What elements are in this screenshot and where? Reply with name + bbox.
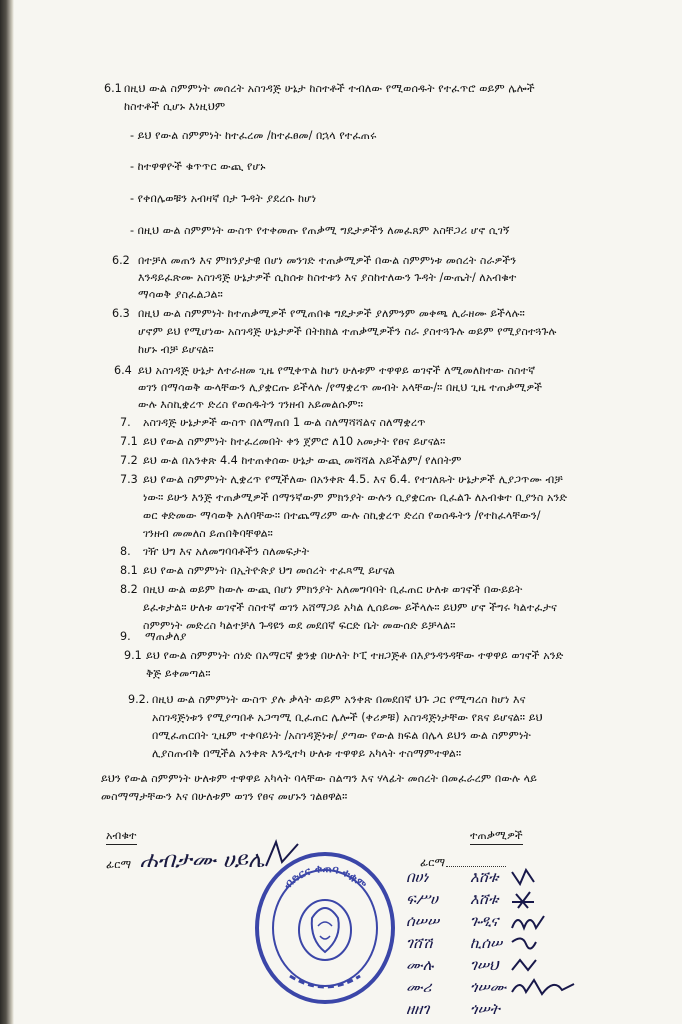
right-party-title: ተጠቃሚዎች — [470, 829, 523, 845]
clause-number-8-2: 8.2 — [120, 583, 138, 596]
clause-8-2-line-3: ስምምነት መድረስ ካልተቻለ ጉዳዩን ወደ መደበኛ ፍርድ ቤት መውሰድ ይቻላል። — [143, 619, 456, 632]
clause-7-3-line-2: ነው። ይሁን እንጅ ተጠቃሚዎች በማንኛውም ምክንያት ውሉን ሲያቋርጡ ቢፈልጉ ለአብቁተ ቢያንስ አንድ — [143, 491, 568, 504]
clause-6-1-line-1: በዚህ ውል ስምምነት መሰረት አስገዳጅ ሁኔታ ከስተቶች ተብለው የሚወሰዱት የተፈጥሮ ወይም ሌሎች — [124, 82, 535, 95]
clause-6-2-line-1: በተቻለ መጠን እና ምክንያታዊ በሆነ መንገድ ተጠቃሚዎች በውል ስምምነቱ መሰረት ስራዎችን — [138, 254, 517, 267]
clause-9-1-line-2: ቅጅ ይቀመጣል። — [146, 667, 211, 680]
section-8-heading: ገዥ ህግ እና አለመግባባቶችን ስለመፍታት — [143, 545, 310, 558]
signature-mark-icon — [508, 910, 548, 932]
section-number-7: 7. — [120, 416, 131, 429]
signer-last-name: ጎሠት — [470, 1000, 500, 1018]
clause-8-1-text: ይህ የውል ስምምነት በኢትዮጵያ ህግ መሰረት ተፈጻሚ ይሆናል — [143, 564, 396, 577]
clause-6-4-line-1: ይህ አስገዳጅ ሁኔታ ለተራዘመ ጊዜ የሚቀጥል ከሆነ ሁለቱም ተዋዋይ ወገኖች ለሚመለከተው ስስተኛ — [138, 364, 536, 377]
bullet-item: - በዚህ ውል ስምምነት ውስጥ የተቀመጡ የጠቃሚ ግዴታዎችን ለመፈጸም አስቸጋሪ ሆኖ ሲገኝ — [130, 224, 510, 237]
official-stamp-icon — [250, 848, 400, 1008]
section-number-9: 9. — [120, 630, 131, 643]
signer-last-name: እሸቱ — [470, 868, 499, 886]
clause-7-3-line-1: ይህ የውል ስምምነት ሊቋረጥ የሚችለው በአንቀጽ 4.5. እና 6.4. የተገለጹት ሁኔታዎች ሊያጋጥሙ ብቻ — [143, 473, 563, 486]
signer-row — [398, 956, 678, 978]
clause-6-1-line-2: ከስተቶች ሲሆኑ እነዚህም — [124, 100, 226, 113]
clause-9-1-line-1: ይህ የውል ስምምነት ሰነድ በአማርኛ ቋንቋ በሁለት ኮፒ ተዘጋጅቶ በእያንዳንዳቸው ተዋዋይ ወገኖች አንድ — [146, 649, 564, 662]
clause-7-1-text: ይህ የውል ስምምነት ከተፈረመበት ቀን ጀምሮ ለ10 አመታት የፀና ይሆናል። — [143, 435, 446, 448]
section-9-heading: ማጠቃለያ — [145, 630, 187, 643]
signer-first-name: ፍሥሀ — [406, 890, 438, 908]
section-7-heading: አስገዳጅ ሁኔታዎች ውስጥ በለማጠበ 1 ውል ስለማሻሻልና ስለማቋረጥ — [143, 416, 426, 429]
signer-first-name: በሀነ — [406, 868, 429, 886]
clause-number-9-2: 9.2. — [128, 693, 150, 706]
right-sign-label: ፊርማ — [420, 856, 446, 869]
clause-number-6-1: 6.1 — [104, 82, 122, 95]
clause-number-6-2: 6.2 — [112, 254, 130, 267]
signer-first-name: ሙሉ — [406, 956, 434, 974]
clause-6-2-line-2: እንዳይፈጽሙ አስገዳጅ ሁኔታዎች ሲከሰቱ ከስተቱን እና ያስከተለውን ጉዳት /ውጤት/ ለአብቁተ — [138, 271, 517, 284]
clause-number-8-1: 8.1 — [120, 564, 138, 577]
left-sign-label: ፊርማ — [106, 858, 132, 871]
signer-first-name: ሰሠሠ — [406, 912, 440, 930]
signer-row — [398, 912, 678, 934]
svg-text:ብድርና ቁጠባ ተቋም: ብድርና ቁጠባ ተቋም — [280, 861, 369, 892]
bullet-item: - ይህ የውል ስምምነት ከተፈረመ /ከተፈፀመ/ በኋላ የተፈጠሩ — [130, 129, 377, 142]
clause-9-2-line-4: ሊያስጠብቅ በሚችል አንቀጽ እንዲተካ ሁለቱ ተዋዋይ አካላት ተስማምተዋል። — [152, 747, 462, 760]
clause-number-9-1: 9.1 — [124, 649, 142, 662]
clause-6-3-line-2: ሆኖም ይህ የሚሆነው አስገዳጅ ሁኔታዎች በትክክል ተጠቃሚዎችን ስራ ያስተጓጉሉ ወይም የሚያስተጓጉሉ — [138, 325, 557, 338]
clause-8-2-line-2: ይፈቱታል። ሁለቱ ወገኖች ስስተኛ ወገን አሸማጋይ አካል ሊሰይሙ ይችላሉ። ይህም ሆኖ ችግሩ ካልተፈታና — [143, 601, 557, 614]
signer-row — [398, 1000, 678, 1022]
clause-6-4-line-3: ውሉ እስኪቋረጥ ድረስ የወሰዱትን ገንዘብ አይመልሱም። — [138, 398, 364, 411]
clause-number-7-1: 7.1 — [120, 435, 138, 448]
signer-row — [398, 868, 678, 890]
clause-6-3-line-1: በዚህ ውል ስምምነት ከተጠቃሚዎች የሚጠበቁ ግዴታዎች ያለምንም መቀጫ ሊራዘሙ ይችላሉ። — [138, 307, 525, 320]
clause-7-2-text: ይህ ውል በአንቀጽ 4.4 ከተጠቀሰው ሁኔታ ውጪ መሻሻል አይችልም/ የለበትም — [143, 454, 462, 467]
clause-number-7-2: 7.2 — [120, 454, 138, 467]
left-handwritten-signature: ሐብታሙ ሀይሌ — [140, 848, 265, 873]
clause-6-3-line-3: ከሆኑ ብቻ ይሆናል። — [138, 343, 214, 356]
section-number-8: 8. — [120, 545, 131, 558]
signer-first-name: ዘዘገ — [406, 1000, 430, 1018]
signature-mark-icon — [508, 866, 538, 888]
signer-row — [398, 978, 678, 1000]
signature-mark-icon — [508, 976, 578, 998]
clause-7-3-line-3: ወር ቀድመው ማሳወቅ አለባቸው። በተጨማሪም ውሉ ስኪቋረጥ ድረስ የወሰዱትን /የተከፈላቸውን/ — [143, 509, 541, 522]
clause-7-3-line-4: ገንዘብ መመለስ ይጠበቅባቸዋል። — [143, 527, 273, 540]
bullet-item: - ከተዋዋዮች ቁጥጥር ውጪ የሆኑ — [130, 160, 266, 173]
clause-number-7-3: 7.3 — [120, 473, 138, 486]
signer-first-name: ገሸሽ — [406, 934, 433, 952]
signature-mark-icon — [508, 954, 538, 976]
clause-8-2-line-1: በዚህ ውል ወይም ከውሉ ውጪ በሆነ ምክንያት አለመግባባት ቢፈጠር ሁለቱ ወገኖች በውይይት — [143, 583, 523, 596]
signature-mark-icon — [508, 888, 538, 910]
signer-row — [398, 934, 678, 956]
clause-number-6-4: 6.4 — [114, 364, 132, 377]
bullet-item: - የቀበሌወቹን አብዛኛ በታ ጉዳት ያደረሱ ከሆነ — [130, 192, 317, 205]
signer-last-name: ገሠህ — [470, 956, 499, 974]
left-party-title: አብቁተ — [106, 829, 137, 845]
clause-6-2-line-3: ማሳወቅ ያስፈልጋል። — [138, 288, 223, 301]
clause-6-4-line-2: ወገን በማሳወቅ ውላቸውን ሊያቋርጡ ይችላሉ /የማቋረጥ መብት አላቸው/። በዚህ ጊዜ ተጠቃሚዎች — [138, 381, 543, 394]
signature-mark-icon — [508, 932, 538, 954]
clause-9-2-line-2: አስገዳጅነቱን የሚያጣበቶ አጋጣሚ ቢፈጠር ሌሎች (ቀሪዎቹ) አስገዳጅነታቸው የጸና ይሆናል። ይህ — [152, 711, 543, 724]
signer-first-name: ሙሪ — [406, 978, 432, 996]
closing-line-2: መስማማታቸውን እና በሁለቱም ወገን የፀና መሆኑን ገልፀዋል። — [101, 790, 348, 803]
signer-last-name: ጉዲና — [470, 912, 499, 930]
signer-last-name: ኪሰሠ — [470, 934, 503, 952]
clause-9-2-line-3: በሚፈጠርበት ጊዜም ተቀባይነት /አስገዳጅነቱ/ ያጣው የውል ክፍል በሌላ ይህን ውል ስምምነት — [152, 729, 531, 742]
sign-line — [446, 866, 506, 867]
clause-number-6-3: 6.3 — [112, 307, 130, 320]
clause-9-2-line-1: በዚህ ውል ስምምነት ውስጥ ያሉ ቃላት ወይም አንቀጽ በመደበኛ ህጉ ጋር የሚጣረስ ከሆነ እና — [152, 693, 526, 706]
signer-last-name: ጎሠሙ — [470, 978, 507, 996]
signer-last-name: እሸቱ — [470, 890, 499, 908]
closing-line-1: ይህን የውል ስምምነት ሁለቱም ተዋዋይ አካላት ባላቸው ስልጣን እና ሃላፊት መሰረት በመፈራረም በውሉ ላይ — [101, 772, 537, 785]
signer-row — [398, 890, 678, 912]
